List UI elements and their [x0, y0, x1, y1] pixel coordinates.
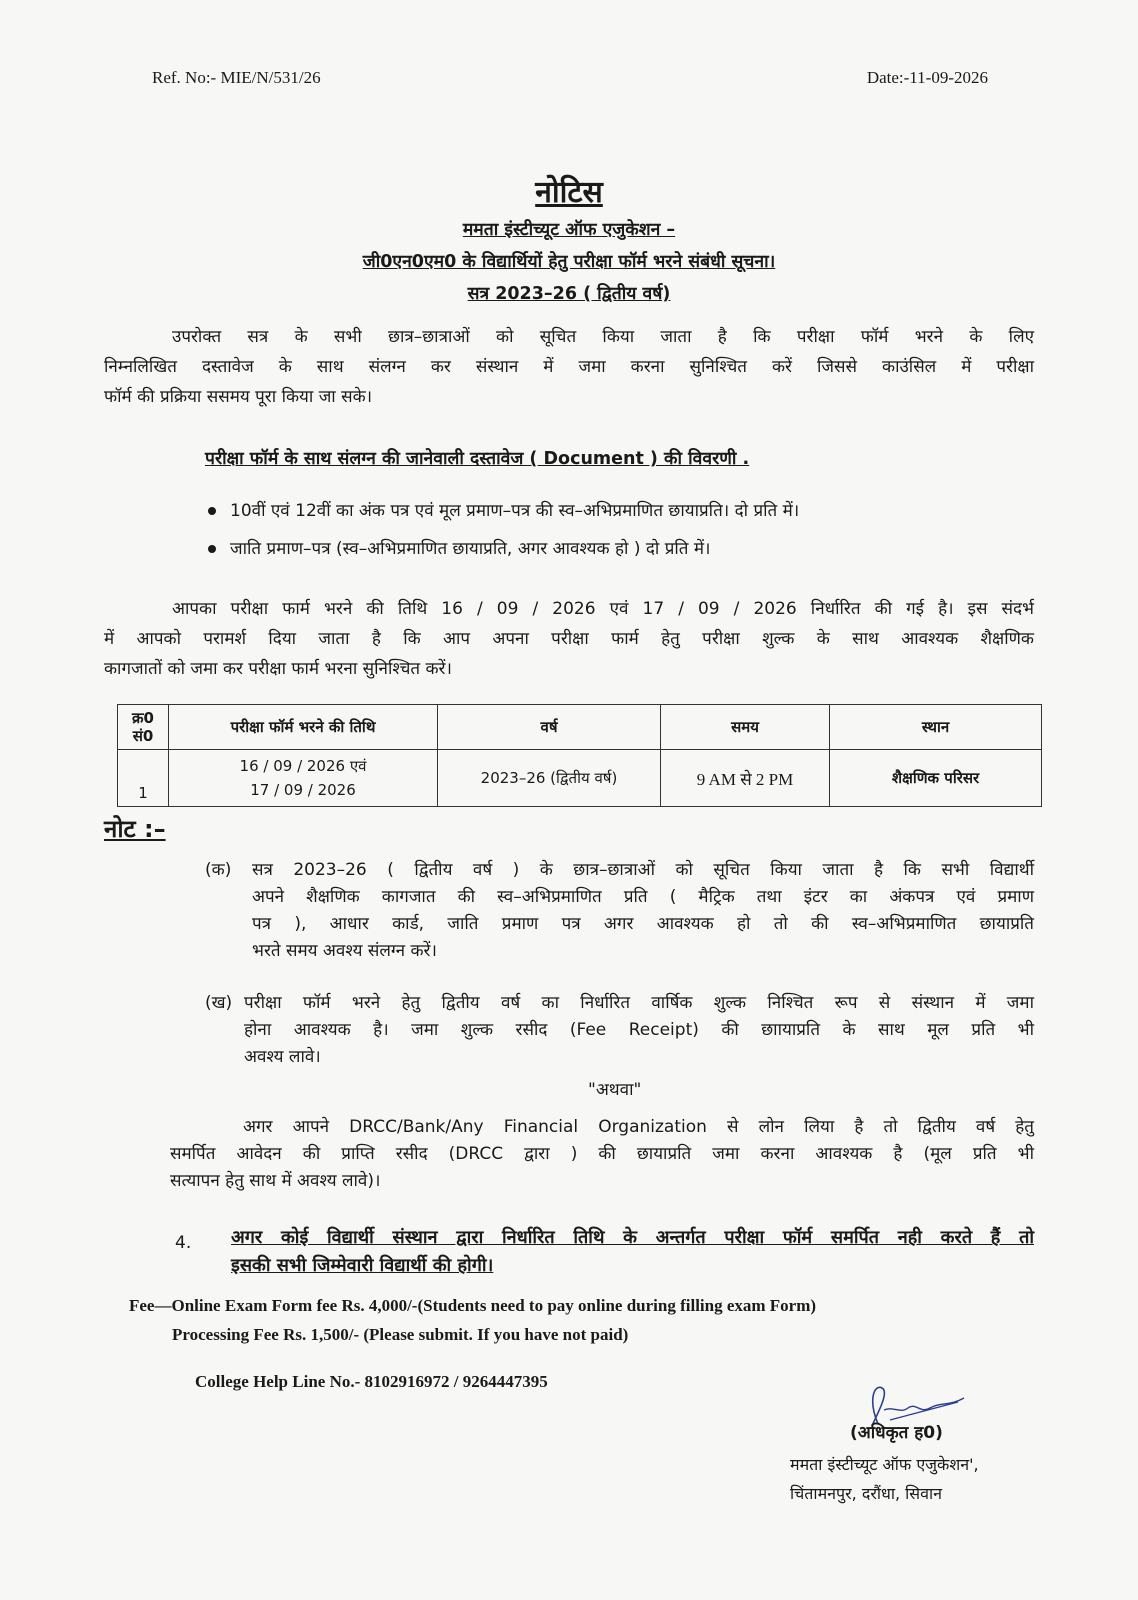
date-line: कागजातों को जमा कर परीक्षा फार्म भरना सुनिश्चित करें। — [104, 659, 452, 679]
helpline: College Help Line No.- 8102916972 / 9264447395 — [195, 1372, 548, 1391]
athva-text: "अथवा" — [588, 1080, 642, 1100]
table-row — [118, 750, 1042, 807]
note-ka-marker: (क) — [205, 860, 232, 880]
note-ka-line: अपने शैक्षणिक कागजात की स्व–अभिप्रमाणित प्रति ( मैट्रिक तथा इंटर का अंकपत्र एवं प्रमाण — [252, 887, 1034, 907]
header-form-date: परीक्षा फॉर्म भरने की तिथि — [169, 705, 438, 750]
bullet-icon — [208, 507, 216, 515]
loan-line: समर्पित आवेदन की प्राप्ति रसीद (DRCC द्वारा ) की छायाप्रति जमा करना आवश्यक है (मूल प्रति भी — [170, 1144, 1034, 1164]
note-ka-line: पत्र ), आधार कार्ड, जाति प्रमाण पत्र अगर आवश्यक हो तो की स्व–अभिप्रमाणित छायाप्रति — [252, 914, 1034, 934]
signature-address: चिंतामनपुर, दरौंधा, सिवान — [790, 1484, 943, 1503]
signature-org: ममता इंस्टीच्यूट ऑफ एजुकेशन', — [790, 1455, 979, 1474]
header-place: स्थान — [830, 705, 1042, 750]
document-item-text: जाति प्रमाण–पत्र (स्व–अभिप्रमाणित छायाप्रति, अगर आवश्यक हो ) दो प्रति में। — [230, 539, 711, 559]
loan-line: अगर आपने DRCC/Bank/Any Financial Organization से लोन लिया है तो द्वितीय वर्ष हेतु — [243, 1117, 1034, 1137]
cell-place: शैक्षणिक परिसर — [830, 750, 1042, 807]
point-4-marker: 4. — [175, 1233, 192, 1253]
document-item — [208, 498, 799, 521]
note-ka — [252, 857, 1034, 965]
ref-number: Ref. No:- MIE/N/531/26 — [152, 68, 321, 87]
intro-line: निम्नलिखित दस्तावेज के साथ संलग्न कर संस्थान में जमा करना सुनिश्चित करें जिससे काउंसिल में परीक्षा — [104, 357, 1034, 377]
schedule-table — [117, 704, 1042, 807]
cell-form-date — [169, 750, 438, 807]
signature-designation: (अधिकृत ह0) — [850, 1423, 943, 1443]
documents-heading: परीक्षा फॉर्म के साथ संलग्न की जानेवाली दस्तावेज ( Document ) की विवरणी . — [205, 449, 750, 469]
page-title: नोटिस — [535, 175, 603, 210]
header-year: वर्ष — [438, 705, 661, 750]
point-4-line: अगर कोई विद्यार्थी संस्थान द्वारा निर्धारित तिथि के अन्तर्गत परीक्षा फॉर्म समर्पित नही करते हैं तो — [231, 1227, 1034, 1248]
date-line: में आपको परामर्श दिया जाता है कि आप अपना परीक्षा फार्म हेतु परीक्षा शुल्क के साथ आवश्यक शैक्षणिक — [104, 629, 1034, 649]
subtitle-institute: ममता इंस्टीच्यूट ऑफ एजुकेशन – — [462, 220, 676, 240]
note-kha-line: होना आवश्यक है। जमा शुल्क रसीद (Fee Receipt) की छाायाप्रति के साथ मूल प्रति भी — [244, 1020, 1034, 1040]
cell-serial: 1 — [118, 750, 169, 807]
loan-paragraph — [170, 1114, 1034, 1195]
table-header-row — [118, 705, 1042, 750]
loan-line: सत्यापन हेतु साथ में अवश्य लावे)। — [170, 1171, 381, 1191]
header-time: समय — [661, 705, 830, 750]
note-label: नोट :– — [104, 815, 166, 843]
note-kha-marker: (ख) — [205, 993, 233, 1013]
note-ka-line: भरते समय अवश्य संलग्न करें। — [252, 941, 437, 961]
intro-line: फॉर्म की प्रक्रिया ससमय पूरा किया जा सके। — [104, 387, 373, 407]
document-item — [208, 536, 711, 559]
point-4 — [231, 1224, 1034, 1280]
cell-form-date-line1: 16 / 09 / 2026 एवं — [239, 757, 367, 775]
subtitle-purpose: जी0एन0एम0 के विद्यार्थियों हेतु परीक्षा फॉर्म भरने संबंधी सूचना। — [362, 252, 776, 272]
fee-processing: Processing Fee Rs. 1,500/- (Please submit. If you have not paid) — [172, 1325, 629, 1344]
header-serial: क्र0 सं0 — [118, 705, 169, 750]
notice-date: Date:-11-09-2026 — [866, 68, 988, 87]
cell-year: 2023–26 (द्वितीय वर्ष) — [438, 750, 661, 807]
cell-form-date-line2: 17 / 09 / 2026 — [250, 781, 356, 799]
document-item-text: 10वीं एवं 12वीं का अंक पत्र एवं मूल प्रमाण–पत्र की स्व–अभिप्रमाणित छायाप्रति। दो प्रति में। — [230, 501, 800, 521]
intro-paragraph — [104, 322, 1034, 412]
bullet-icon — [208, 545, 216, 553]
intro-line: उपरोक्त सत्र के सभी छात्र–छात्राओं को सूचित किया जाता है कि परीक्षा फॉर्म भरने के लिए — [172, 327, 1034, 347]
note-kha-line: परीक्षा फॉर्म भरने हेतु द्वितीय वर्ष का निर्धारित वार्षिक शुल्क निश्चित रूप से संस्थान में जमा — [244, 993, 1034, 1013]
cell-time: 9 AM से 2 PM — [661, 750, 830, 807]
fee-online: Fee—Online Exam Form fee Rs. 4,000/-(Students need to pay online during filling exam Form) — [129, 1296, 817, 1315]
date-line: आपका परीक्षा फार्म भरने की तिथि 16 / 09 / 2026 एवं 17 / 09 / 2026 निर्धारित की गई है। इस संदर्भ — [172, 599, 1034, 619]
note-ka-line: सत्र 2023–26 ( द्वितीय वर्ष ) के छात्र–छात्राओं को सूचित किया जाता है कि सभी विद्यार्थी — [252, 860, 1034, 880]
note-kha-line: अवश्य लावे। — [244, 1047, 321, 1067]
subtitle-session: सत्र 2023–26 ( द्वितीय वर्ष) — [467, 284, 671, 304]
note-kha — [244, 990, 1034, 1071]
point-4-line: इसकी सभी जिम्मेवारी विद्यार्थी की होगी। — [231, 1255, 494, 1276]
date-paragraph — [104, 594, 1034, 684]
